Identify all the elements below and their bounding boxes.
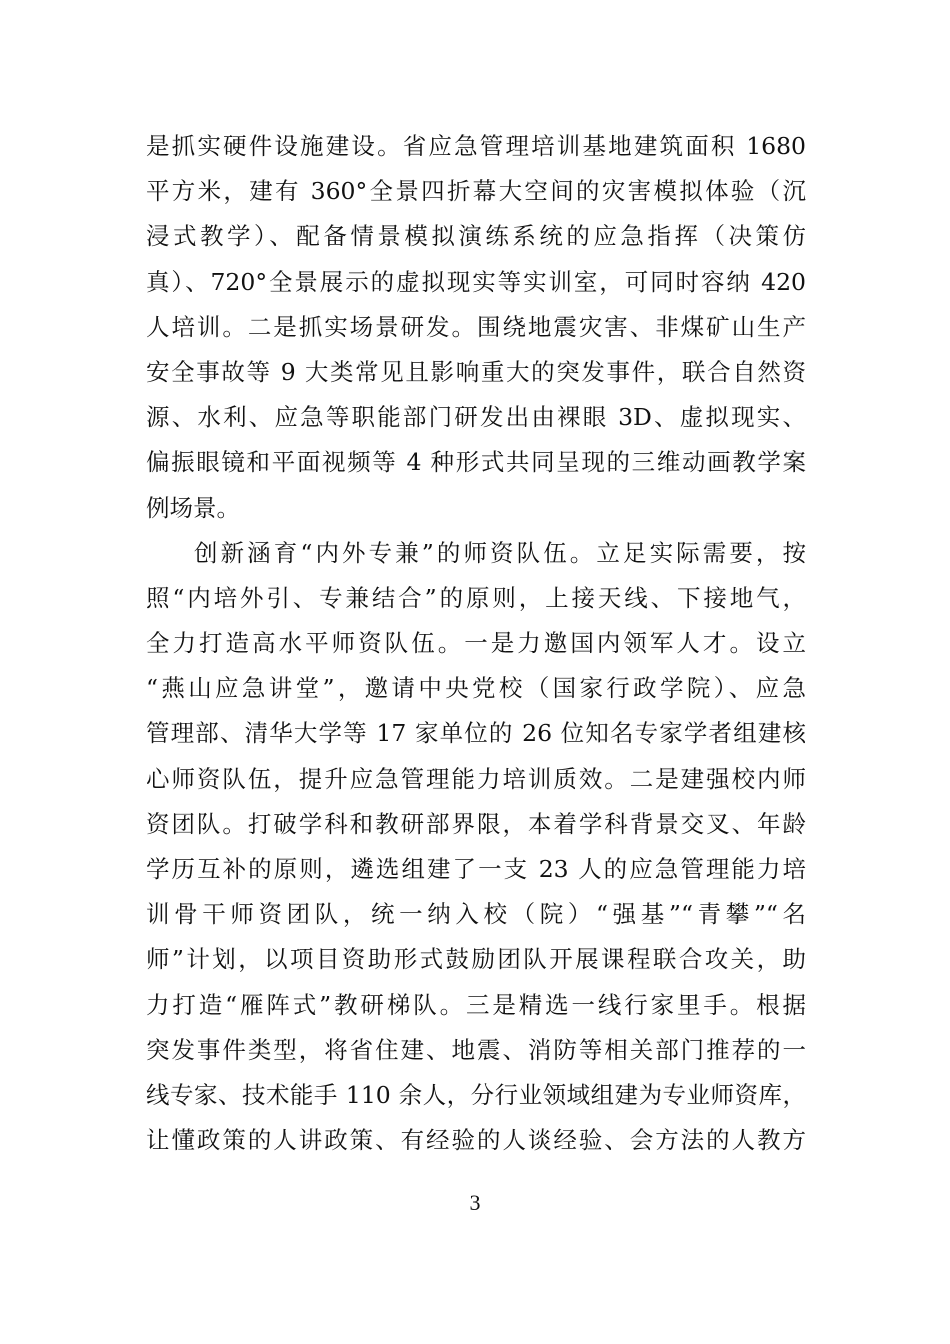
text-line: 是抓实硬件设施建设。省应急管理培训基地建筑面积 1680 bbox=[146, 132, 806, 160]
text-line: 偏振眼镜和平面视频等 4 种形式共同呈现的三维动画教学案 bbox=[146, 448, 806, 477]
text-line: 突发事件类型，将省住建、地震、消防等相关部门推荐的一 bbox=[146, 1035, 806, 1064]
text-line: 安全事故等 9 大类常见且影响重大的突发事件，联合自然资 bbox=[146, 357, 806, 386]
text-line: 源、水利、应急等职能部门研发出由裸眼 3D、虚拟现实、 bbox=[146, 403, 806, 432]
text-line: 管理部、清华大学等 17 家单位的 26 位知名专家学者组建核 bbox=[146, 719, 806, 748]
text-line: 心师资队伍，提升应急管理能力培训质效。二是建强校内师 bbox=[146, 764, 806, 793]
text-line: 真）、720°全景展示的虚拟现实等实训室，可同时容纳 420 bbox=[146, 267, 806, 296]
text-line: 浸式教学）、配备情景模拟演练系统的应急指挥（决策仿 bbox=[146, 222, 806, 251]
text-line: 力打造“雁阵式”教研梯队。三是精选一线行家里手。根据 bbox=[146, 990, 806, 1019]
text-line: 平方米，建有 360°全景四折幕大空间的灾害模拟体验（沉 bbox=[146, 177, 806, 206]
text-line: 师”计划，以项目资助形式鼓励团队开展课程联合攻关，助 bbox=[146, 945, 806, 974]
paragraph-1 bbox=[146, 124, 806, 531]
text-line: “燕山应急讲堂”，邀请中央党校（国家行政学院）、应急 bbox=[146, 674, 806, 703]
text-line: 例场景。 bbox=[146, 493, 240, 522]
body-text bbox=[146, 124, 806, 1163]
text-line: 人培训。二是抓实场景研发。围绕地震灾害、非煤矿山生产 bbox=[146, 312, 806, 341]
page-number: 3 bbox=[469, 1190, 481, 1215]
text-line: 线专家、技术能手 110 余人，分行业领域组建为专业师资库， bbox=[146, 1080, 806, 1109]
text-line: 让懂政策的人讲政策、有经验的人谈经验、会方法的人教方 bbox=[146, 1126, 806, 1155]
text-line: 资团队。打破学科和教研部界限，本着学科背景交叉、年龄 bbox=[146, 809, 806, 838]
text-line: 学历互补的原则，遴选组建了一支 23 人的应急管理能力培 bbox=[146, 855, 806, 883]
text-line: 全力打造高水平师资队伍。一是力邀国内领军人才。设立 bbox=[146, 629, 806, 658]
text-line: 训骨干师资团队，统一纳入校（院）“强基”“青攀”“名 bbox=[146, 900, 806, 929]
text-line: 照“内培外引、专兼结合”的原则，上接天线、下接地气， bbox=[146, 583, 806, 612]
paragraph-2 bbox=[146, 531, 806, 1164]
text-line: 创新涵育“内外专兼”的师资队伍。立足实际需要，按 bbox=[194, 538, 806, 567]
